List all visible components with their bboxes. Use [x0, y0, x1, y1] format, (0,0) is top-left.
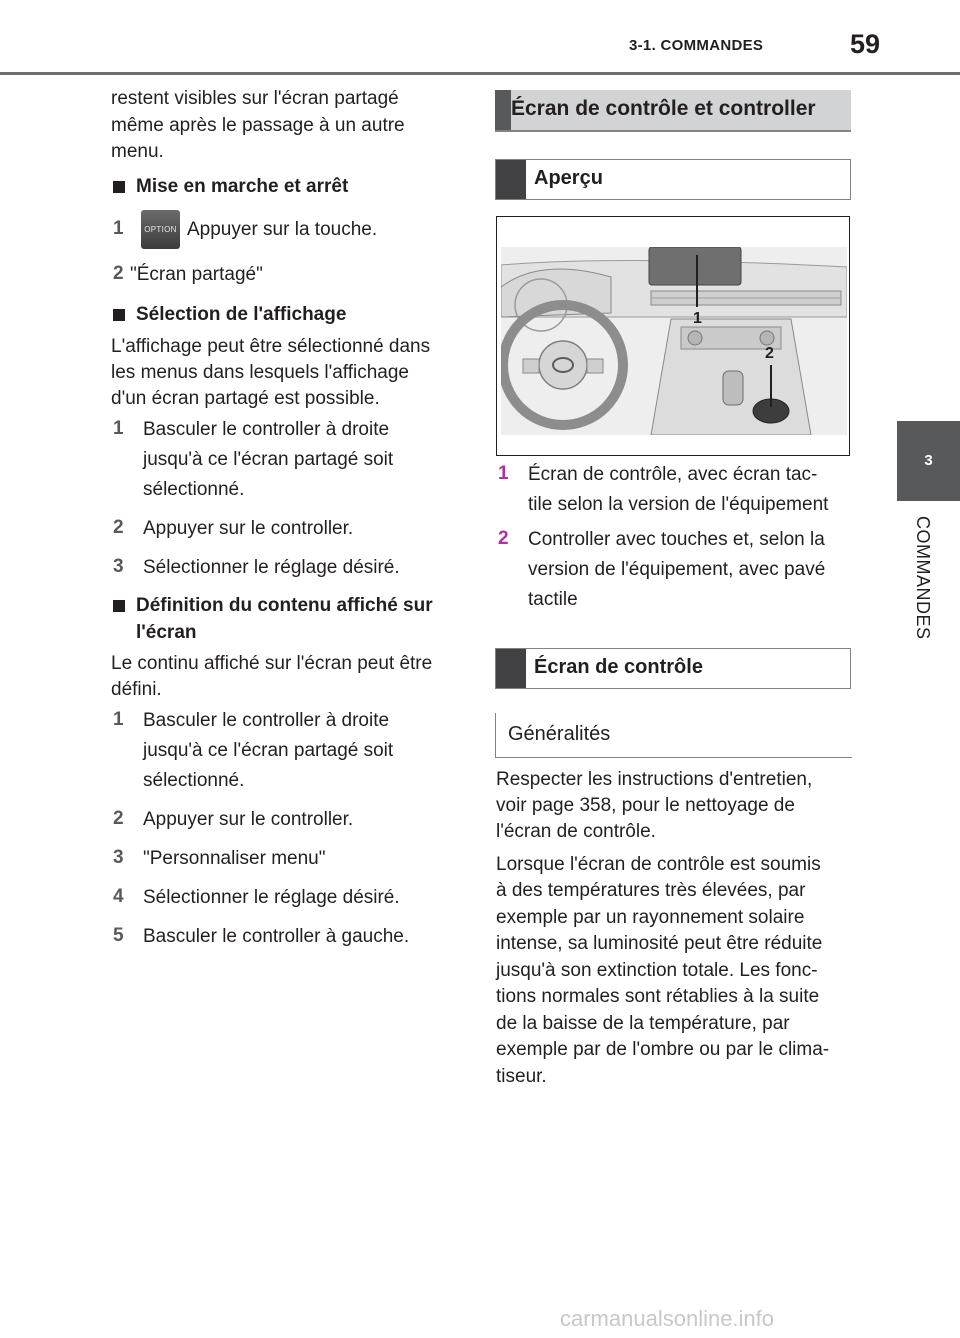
text-line: défini.	[111, 679, 162, 700]
step-number: 1	[113, 218, 124, 239]
page-number: 59	[850, 29, 881, 59]
text-line: exemple par un rayonnement solaire	[496, 907, 805, 928]
step-text: Appuyer sur le controller.	[143, 518, 354, 539]
text-line: exemple par de l'ombre ou par le clima-	[496, 1039, 830, 1060]
step-number: 2	[113, 263, 124, 284]
step-number: 2	[113, 808, 124, 829]
heading-bullet	[113, 600, 125, 612]
header-rule	[0, 72, 960, 75]
step-number: 3	[113, 556, 124, 577]
option-button-icon: OPTION	[141, 210, 180, 249]
step-text: jusqu'à ce l'écran partagé soit	[143, 449, 394, 470]
step-text: Appuyer sur le controller.	[143, 809, 354, 830]
step-text: Sélectionner le réglage désiré.	[143, 557, 400, 578]
text-line: menu.	[111, 141, 164, 162]
text-line: Le continu affiché sur l'écran peut être	[111, 653, 433, 674]
text-line: L'affichage peut être sélectionné dans	[111, 336, 431, 357]
subsubheading-text: Généralités	[508, 723, 611, 745]
section-heading-bar	[495, 90, 511, 130]
subheading-bar	[496, 649, 526, 688]
running-header-section: 3-1. COMMANDES	[629, 37, 764, 54]
subheading-text: Écran de contrôle	[534, 656, 703, 678]
step-number: 3	[113, 847, 124, 868]
text-line: même après le passage à un autre	[111, 115, 405, 136]
chapter-tab[interactable]: 3	[897, 421, 960, 501]
watermark: carmanualsonline.info	[560, 1306, 775, 1331]
section-heading	[495, 90, 851, 132]
step-text: Appuyer sur la touche.	[187, 219, 378, 240]
callout-text: tile selon la version de l'équipement	[528, 494, 829, 515]
callout-number: 1	[498, 463, 509, 484]
text-line: tions normales sont rétablies à la suite	[496, 986, 820, 1007]
heading-mise-en-marche: Mise en marche et arrêt	[136, 176, 349, 197]
dashboard-figure	[496, 216, 850, 456]
text-line: les menus dans lesquels l'affichage	[111, 362, 409, 383]
callout-text: Controller avec touches et, selon la	[528, 529, 825, 550]
text-line: Lorsque l'écran de contrôle est soumis	[496, 854, 821, 875]
step-text: "Personnaliser menu"	[143, 848, 326, 869]
step-number: 4	[113, 886, 124, 907]
subheading-ecran-de-controle	[495, 648, 851, 689]
subheading-bar	[496, 160, 526, 199]
heading-definition-line2: l'écran	[136, 622, 197, 643]
callout-text: version de l'équipement, avec pavé	[528, 559, 826, 580]
callout-text: tactile	[528, 589, 578, 610]
step-text: jusqu'à ce l'écran partagé soit	[143, 740, 394, 761]
step-number: 1	[113, 418, 124, 439]
step-text: Basculer le controller à droite	[143, 710, 390, 731]
text-line: jusqu'à son extinction totale. Les fonc-	[496, 960, 818, 981]
step-text: Basculer le controller à droite	[143, 419, 390, 440]
text-line: intense, sa luminosité peut être réduite	[496, 933, 823, 954]
text-line: l'écran de contrôle.	[496, 821, 656, 842]
callout-text: Écran de contrôle, avec écran tac-	[528, 464, 818, 485]
step-number: 1	[113, 709, 124, 730]
heading-bullet	[113, 309, 125, 321]
step-text: sélectionné.	[143, 770, 245, 791]
step-text: "Écran partagé"	[130, 264, 263, 285]
subheading-text: Aperçu	[534, 167, 603, 189]
text-line: voir page 358, pour le nettoyage de	[496, 795, 795, 816]
step-text: sélectionné.	[143, 479, 245, 500]
dashboard-illustration	[501, 247, 847, 435]
heading-selection-affichage: Sélection de l'affichage	[136, 304, 347, 325]
step-number: 2	[113, 517, 124, 538]
chapter-label: COMMANDES	[913, 516, 933, 640]
subheading-apercu	[495, 159, 851, 200]
section-heading-text: Écran de contrôle et controller	[511, 97, 816, 120]
figure-callout-1: 1	[693, 310, 702, 327]
text-line: d'un écran partagé est possible.	[111, 388, 380, 409]
subsubheading-generalites	[495, 713, 852, 758]
text-line: tiseur.	[496, 1066, 547, 1087]
figure-callout-2: 2	[765, 345, 774, 362]
heading-bullet	[113, 181, 125, 193]
text-line: de la baisse de la température, par	[496, 1013, 790, 1034]
text-line: à des températures très élevées, par	[496, 880, 806, 901]
callout-number: 2	[498, 528, 509, 549]
step-text: Basculer le controller à gauche.	[143, 926, 410, 947]
step-number: 5	[113, 925, 124, 946]
text-line: restent visibles sur l'écran partagé	[111, 88, 399, 109]
text-line: Respecter les instructions d'entretien,	[496, 769, 813, 790]
step-text: Sélectionner le réglage désiré.	[143, 887, 400, 908]
heading-definition-line1: Définition du contenu affiché sur	[136, 595, 433, 616]
